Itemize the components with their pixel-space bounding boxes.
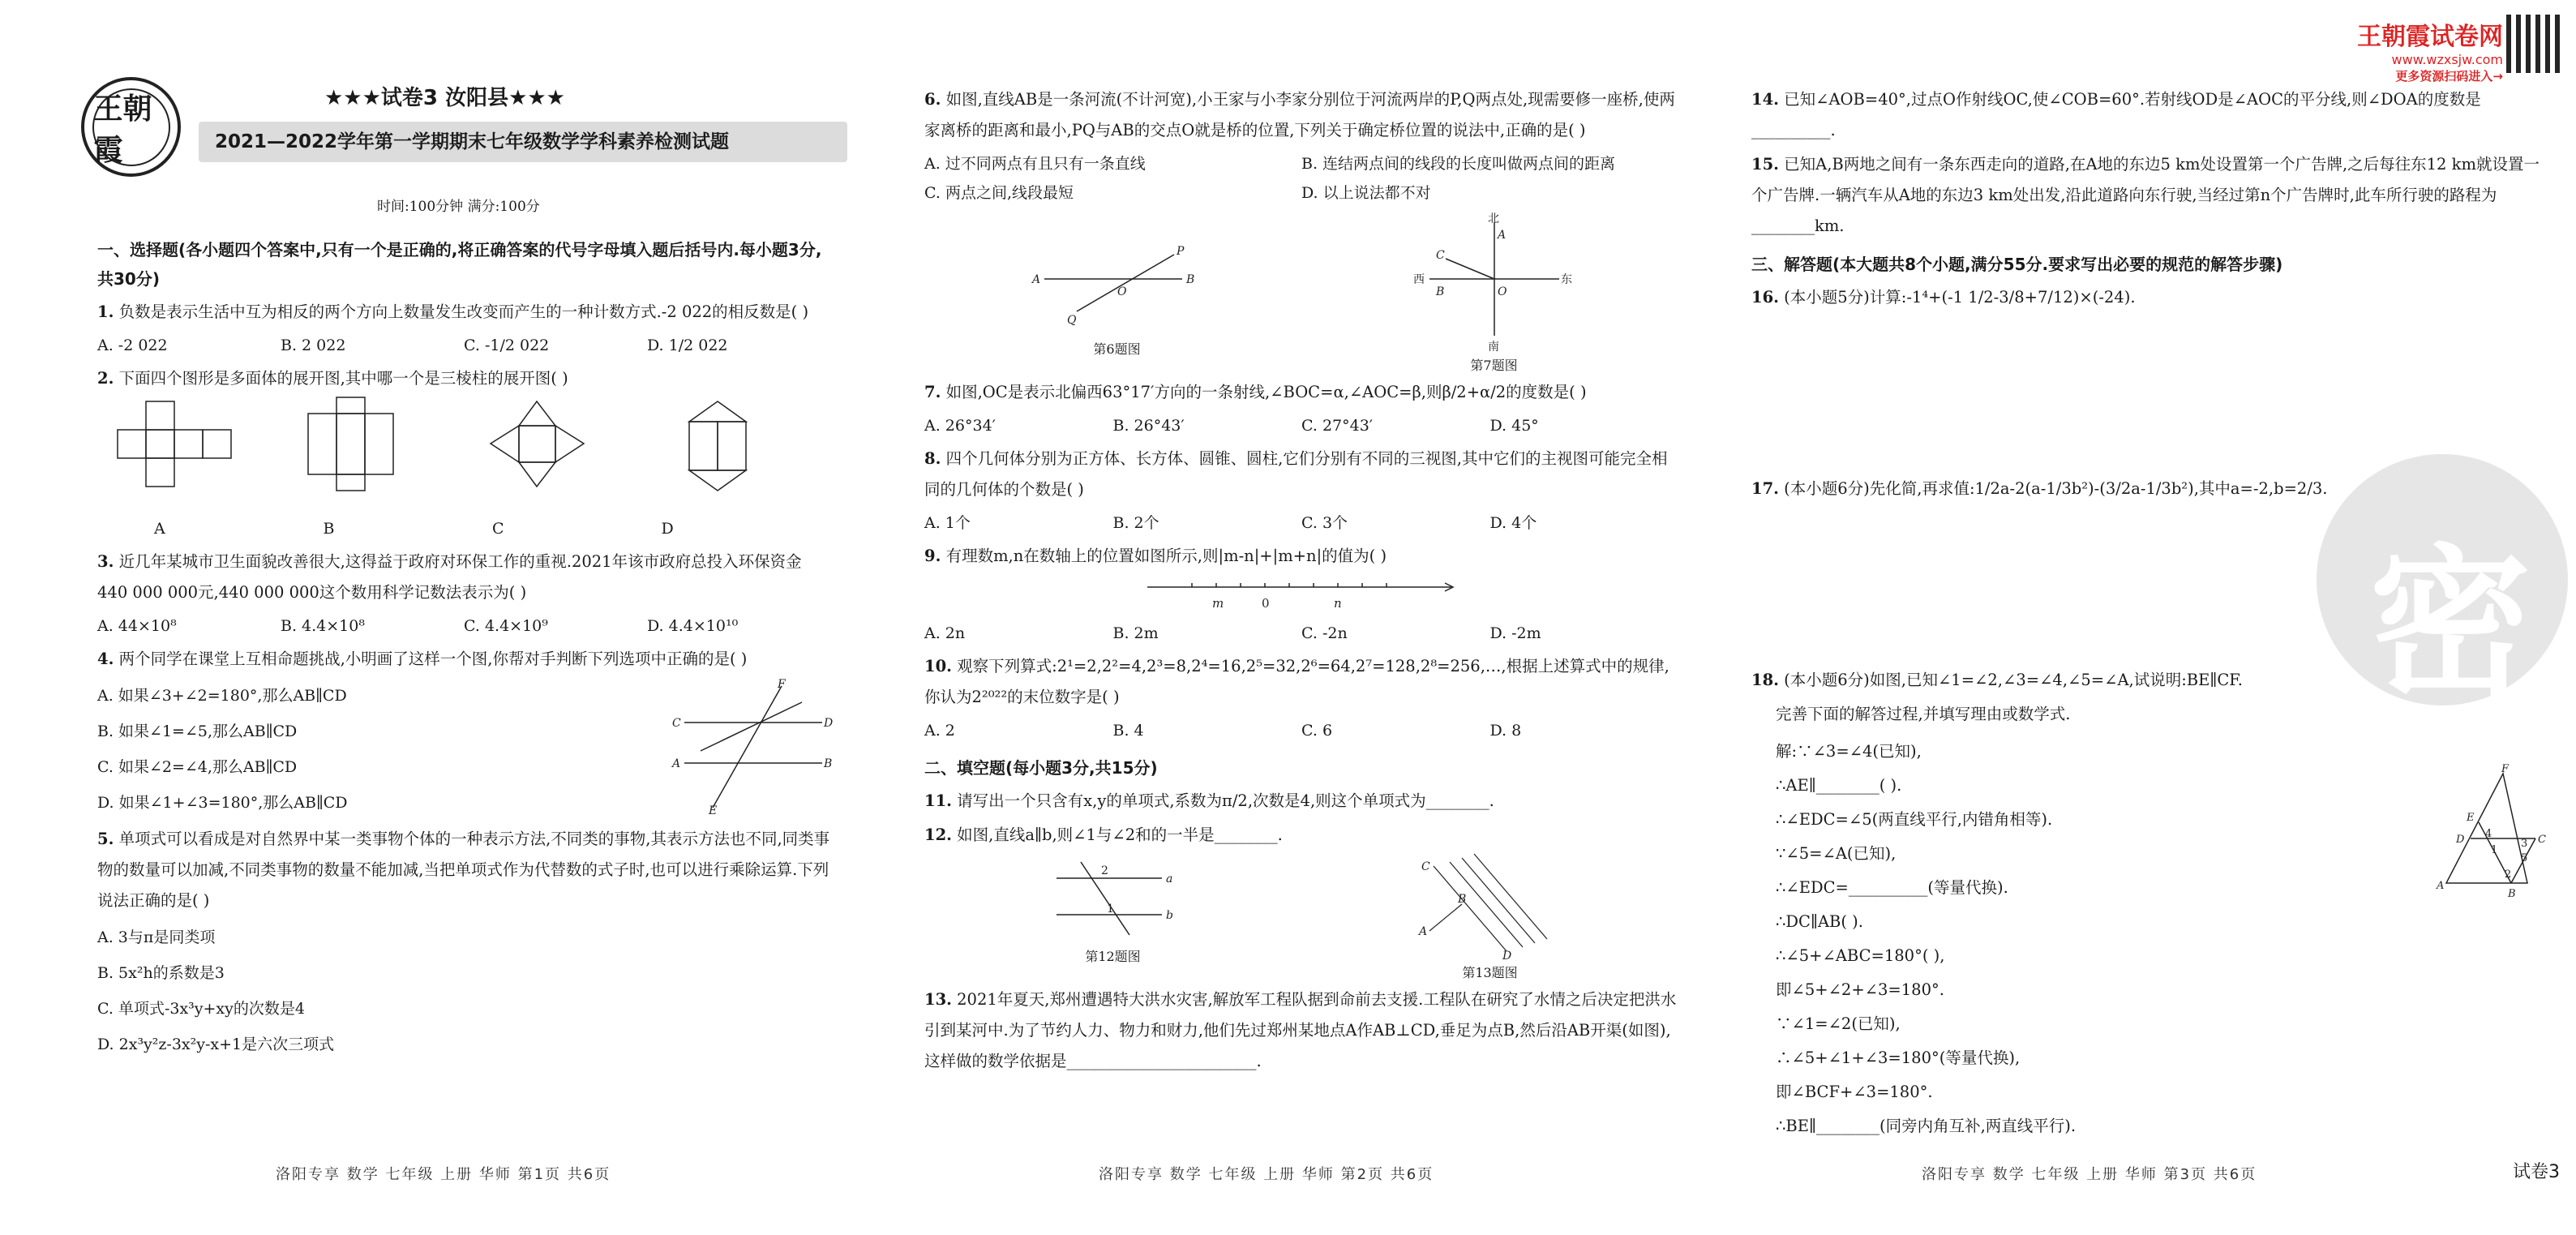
q6-options-row2: C. 两点之间,线段最短 D. 以上说法都不对 [924, 184, 1431, 202]
page-1 [0, 0, 859, 1235]
figure-13 [1417, 854, 1563, 981]
svg-text:东: 东 [1560, 273, 1572, 286]
brand-slogan: 更多资源扫码进入→ [2395, 69, 2503, 84]
q2-labels: A B C D [154, 520, 674, 538]
q1-options: A. -2 022 B. 2 022 C. -1/2 022 D. 1/2 022 [97, 337, 728, 354]
q4-block [97, 678, 834, 821]
svg-text:3: 3 [2521, 838, 2528, 850]
q10-options: A. 2 B. 4 C. 6 D. 8 [924, 722, 1522, 740]
q18-step: ∴DC∥AB( ). [1776, 912, 1863, 931]
q18-solution-block [1751, 733, 2552, 1145]
question-5: 5. 单项式可以看成是对自然界中某一类事物个体的一种表示方法,不同类的事物,其表示方法也不同,同类事物的数量可以加减,不同类事物的数量不能加减,当把单项式作为代替数的式子时,也可以进行乘除运算.下列说法正确的是( ) [97, 830, 830, 910]
time-info: 时间:100分钟 满分:100分 [377, 199, 540, 215]
svg-text:a: a [1165, 873, 1172, 886]
question-10: 10. 观察下列算式:2¹=2,2²=4,2³=8,2⁴=16,2⁵=32,2⁶=64,2⁷=128,2⁸=256,…,根据上述算式中的规律,你认为2²⁰²²的末位数字是( ) [924, 657, 1669, 706]
q18-step: ∵∠5=∠A(已知), [1776, 844, 1897, 863]
q8-options: A. 1个 B. 2个 C. 3个 D. 4个 [924, 514, 1537, 532]
q4-options: A. 如果∠3+∠2=180°,那么AB∥CD B. 如果∠1=∠5,那么AB∥CD C. 如果∠2=∠4,那么AB∥CD D. 如果∠1+∠3=180°,那么AB∥CD [97, 687, 348, 812]
question-6: 6. 如图,直线AB是一条河流(不计河宽),小王家与小李家分别位于河流两岸的P,Q两点处,现需要修一座桥,使两家离桥的距离和最小,PQ与AB的交点O就是桥的位置,下列关于确定桥位置的说法中,正确的是( ) [924, 90, 1675, 139]
figure-7 [1413, 214, 1575, 374]
q18-step: 即∠5+∠2+∠3=180°. [1776, 980, 1944, 999]
svg-text:C: C [1421, 860, 1430, 873]
question-14: 14. 已知∠AOB=40°,过点O作射线OC,使∠COB=60°.若射线OD是∠AOC的平分线,则∠DOA的度数是__________. [1751, 90, 2481, 139]
svg-text:F: F [2501, 763, 2510, 775]
q18-steps [1751, 733, 2430, 1145]
page-2 [892, 0, 1703, 1235]
q18-step: ∴∠EDC=∠5(两直线平行,内错角相等). [1776, 810, 2053, 829]
q18-step: 即∠BCF+∠3=180°. [1776, 1083, 1933, 1101]
question-15: 15. 已知A,B两地之间有一条东西走向的道路,在A地的东边5 km处设置第一个广告牌,之后每往东12 km就设置一个广告牌.一辆汽车从A地的东边3 km处出发,沿此道路向东行驶,当经过第n个广告牌时,此车所行驶的路程为________km. [1751, 155, 2540, 235]
svg-text:C: C [2538, 834, 2546, 846]
exam-title-banner: 2021—2022学年第一学期期末七年级数学学科素养检测试题 [199, 122, 847, 162]
svg-text:E: E [2467, 812, 2475, 824]
svg-text:4: 4 [2485, 828, 2492, 840]
q18-step: ∴AE∥________( ). [1776, 776, 1902, 795]
q5-options: A. 3与π是同类项 B. 5x²h的系数是3 C. 单项式-3x³y+xy的次数是4 D. 2x³y²z-3x²y-x+1是六次三项式 [97, 928, 335, 1053]
figure-6 [1028, 214, 1207, 374]
svg-text:C: C [672, 717, 681, 730]
q18-step: ∴∠5+∠1+∠3=180°(等量代换), [1776, 1048, 2021, 1067]
q18-step: ∴BE∥________(同旁内角互补,两直线平行). [1776, 1117, 2077, 1135]
svg-text:0: 0 [1262, 596, 1270, 611]
svg-text:D: D [824, 717, 834, 730]
brand-url: www.wzxsjw.com [2391, 52, 2503, 67]
figure-7-caption: 第7题图 [1470, 358, 1518, 373]
logo-text: 王朝霞 [92, 88, 170, 166]
q9-options: A. 2n B. 2m C. -2n D. -2m [924, 624, 1541, 642]
section-2-heading: 二、填空题(每小题3分,共15分) [924, 758, 1158, 778]
q18-figure [2430, 765, 2552, 911]
svg-text:5: 5 [2521, 852, 2528, 864]
svg-text:O: O [1117, 285, 1126, 298]
svg-text:B: B [2508, 888, 2516, 900]
svg-text:B: B [1185, 273, 1194, 286]
seal-watermark-char: 密 [2368, 529, 2531, 719]
svg-text:A: A [672, 757, 681, 770]
page-3 [1727, 0, 2576, 1235]
svg-text:A: A [1031, 273, 1040, 286]
svg-text:m: m [1212, 596, 1224, 611]
figure-12 [1040, 854, 1186, 981]
figures-6-7 [924, 214, 1678, 374]
svg-text:Q: Q [1066, 314, 1076, 327]
question-16: 16. (本小题5分)计算:-1⁴+(-1 1/2-3/8+7/12)×(-24). [1751, 288, 2136, 307]
question-1: 1. 负数是表示生活中互为相反的两个方向上数量发生改变而产生的一种计数方式.-2 022的相反数是( ) [97, 302, 809, 321]
question-7: 7. 如图,OC是表示北偏西63°17′方向的一条射线,∠BOC=α,∠AOC=β,则β/2+α/2的度数是( ) [924, 383, 1587, 401]
svg-text:A: A [2437, 880, 2445, 892]
svg-text:O: O [1497, 285, 1507, 298]
figures-12-13 [924, 854, 1678, 981]
svg-text:2: 2 [1100, 864, 1108, 877]
number-line-figure [1143, 575, 1468, 615]
q18-intro: 完善下面的解答过程,并填写理由或数学式. [1776, 705, 2071, 723]
question-18: 18. (本小题6分)如图,已知∠1=∠2,∠3=∠4,∠5=∠A,试说明:BE∥CF. [1751, 671, 2243, 689]
q16-answer-space [1751, 316, 2552, 470]
svg-text:F: F [778, 678, 786, 691]
svg-text:C: C [1435, 249, 1445, 262]
q4-figure [668, 678, 834, 817]
question-13: 13. 2021年夏天,郑州遭遇特大洪水灾害,解放军工程队据到命前去支援.工程队在研究了水情之后决定把洪水引到某河中.为了节约人力、物力和财力,他们先过郑州某地点A作AB⊥CD,垂足为点B,然后沿AB开渠(如图),这样做的数学依据是________________________. [924, 990, 1677, 1070]
svg-text:西: 西 [1412, 273, 1425, 286]
q7-options: A. 26°34′ B. 26°43′ C. 27°43′ D. 45° [924, 417, 1539, 435]
q18-step: ∴∠EDC=__________(等量代换). [1776, 878, 2008, 897]
svg-text:北: 北 [1487, 212, 1499, 225]
svg-text:D: D [1502, 950, 1511, 963]
svg-text:n: n [1334, 596, 1342, 611]
footer-page-3: 洛阳专享 数学 七年级 上册 华师 第3页 共6页 [1922, 1166, 2257, 1183]
q18-step: ∴∠5+∠ABC=180°( ), [1776, 946, 1945, 965]
svg-text:1: 1 [1106, 903, 1114, 916]
svg-text:A: A [1418, 925, 1427, 938]
figure-12-caption: 第12题图 [1085, 949, 1141, 964]
svg-text:1: 1 [2491, 844, 2498, 856]
svg-text:2: 2 [2505, 868, 2512, 881]
q17-answer-space [1751, 508, 2552, 662]
footer-page-1: 洛阳专享 数学 七年级 上册 华师 第1页 共6页 [276, 1166, 611, 1183]
svg-text:B: B [1435, 285, 1444, 298]
figure-13-caption: 第13题图 [1462, 965, 1518, 980]
q2-nets-figure [97, 397, 827, 511]
footer-page-2: 洛阳专享 数学 七年级 上册 华师 第2页 共6页 [1099, 1166, 1434, 1183]
section-3-heading: 三、解答题(本大题共8个小题,满分55分.要求写出必要的规范的解答步骤) [1751, 255, 2283, 274]
svg-text:E: E [709, 804, 718, 817]
section-1-heading: 一、选择题(各小题四个答案中,只有一个是正确的,将正确答案的代号字母填入题后括号内.每小题3分,共30分) [97, 240, 822, 289]
question-12: 12. 如图,直线a∥b,则∠1与∠2和的一半是________. [924, 825, 1283, 844]
page-tag: 试卷3 [2513, 1162, 2560, 1182]
svg-text:南: 南 [1487, 341, 1499, 354]
svg-text:D: D [2456, 834, 2465, 846]
svg-text:b: b [1165, 909, 1173, 922]
svg-text:B: B [824, 757, 833, 770]
question-8: 8. 四个几何体分别为正方体、长方体、圆锥、圆柱,它们分别有不同的三视图,其中它们的主视图可能完全相同的几何体的个数是( ) [924, 449, 1668, 499]
q18-step: ∵∠1=∠2(已知), [1776, 1014, 1901, 1033]
q18-step: 解:∵∠3=∠4(已知), [1776, 742, 1922, 761]
question-17: 17. (本小题6分)先化简,再求值:1/2a-2(a-1/3b²)-(3/2a-1/3b²),其中a=-2,b=2/3. [1751, 479, 2328, 498]
brand-name: 王朝霞试卷网 [2357, 23, 2503, 51]
q3-options: A. 44×10⁸ B. 4.4×10⁸ C. 4.4×10⁹ D. 4.4×10¹⁰ [97, 617, 739, 635]
svg-text:A: A [1497, 229, 1506, 242]
question-3: 3. 近几年某城市卫生面貌改善很大,这得益于政府对环保工作的重视.2021年该市政府总投入环保资金440 000 000元,440 000 000这个数用科学记数法表示为( ) [97, 552, 802, 602]
question-2: 2. 下面四个图形是多面体的展开图,其中哪一个是三棱柱的展开图( ) [97, 369, 568, 388]
question-11: 11. 请写出一个只含有x,y的单项式,系数为π/2,次数是4,则这个单项式为________. [924, 791, 1494, 810]
exam-number: ★★★试卷3 汝阳县★★★ [324, 86, 565, 110]
svg-text:P: P [1176, 245, 1184, 258]
svg-text:B: B [1457, 893, 1466, 906]
figure-6-caption: 第6题图 [1093, 341, 1141, 357]
question-4: 4. 两个同学在课堂上互相命题挑战,小明画了这样一个图,你帮对手判断下列选项中正确的是( ) [97, 650, 748, 668]
question-9: 9. 有理数m,n在数轴上的位置如图所示,则|m-n|+|m+n|的值为( ) [924, 547, 1387, 565]
q6-options-row1: A. 过不同两点有且只有一条直线 B. 连结两点间的线段的长度叫做两点间的距离 [924, 155, 1616, 173]
